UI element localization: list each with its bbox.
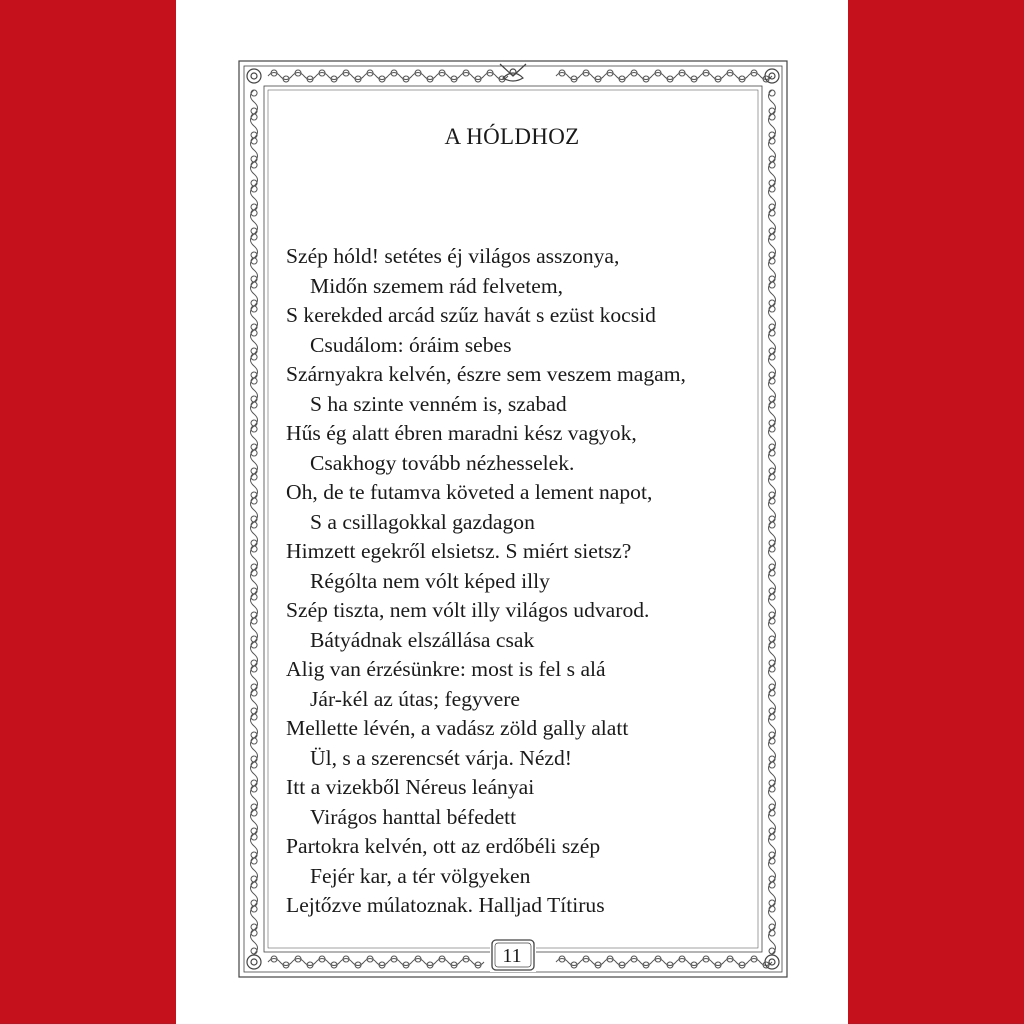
poem-title: A HÓLDHOZ [444,124,580,149]
poem-line: Szép hóld! setétes éj világos asszonya, [286,244,620,268]
poem-line: Alig van érzésünkre: most is fel s alá [286,657,606,681]
poem-line: Szárnyakra kelvén, észre sem veszem magam, [286,362,686,386]
poem-line: Virágos hanttal béfedett [310,804,517,829]
poem-line: Midőn szemem rád felvetem, [310,273,564,298]
page-number: 11 [502,945,522,967]
poem-line: Lejtőzve múlatoznak. Halljad Títirus [286,893,605,917]
poem-body [286,242,766,921]
poem-line: Fejér kar, a tér völgyeken [310,863,531,888]
poem-line: S ha szinte venném is, szabad [310,391,567,416]
poem-line: Jár-kél az útas; fegyvere [310,686,520,711]
poem-line: Mellette lévén, a vadász zöld gally alatt [286,716,629,740]
poem-line: Oh, de te futamva követed a lement napot, [286,480,653,504]
poem-line: S a csillagokkal gazdagon [310,509,535,534]
book-page [176,0,848,1024]
poem-line: Partokra kelvén, ott az erdőbéli szép [286,834,601,858]
poem-line: Hűs ég alatt ébren maradni kész vagyok, [286,421,637,445]
poem-line: Ül, s a szerencsét várja. Nézd! [310,745,572,770]
poem-line: Régólta nem vólt képed illy [310,568,550,593]
poem-line: Himzett egekről elsietsz. S miért sietsz? [286,539,632,563]
poem-line: Bátyádnak elszállása csak [310,627,535,652]
poem-line: Itt a vizekből Néreus leányai [286,775,535,799]
poem-line: Csakhogy tovább nézhesselek. [310,450,575,475]
poem-line: Szép tiszta, nem vólt illy világos udvarod. [286,598,650,622]
poem-line: Csudálom: óráim sebes [310,332,512,357]
poem-line: S kerekded arcád szűz havát s ezüst kocsid [286,303,656,327]
